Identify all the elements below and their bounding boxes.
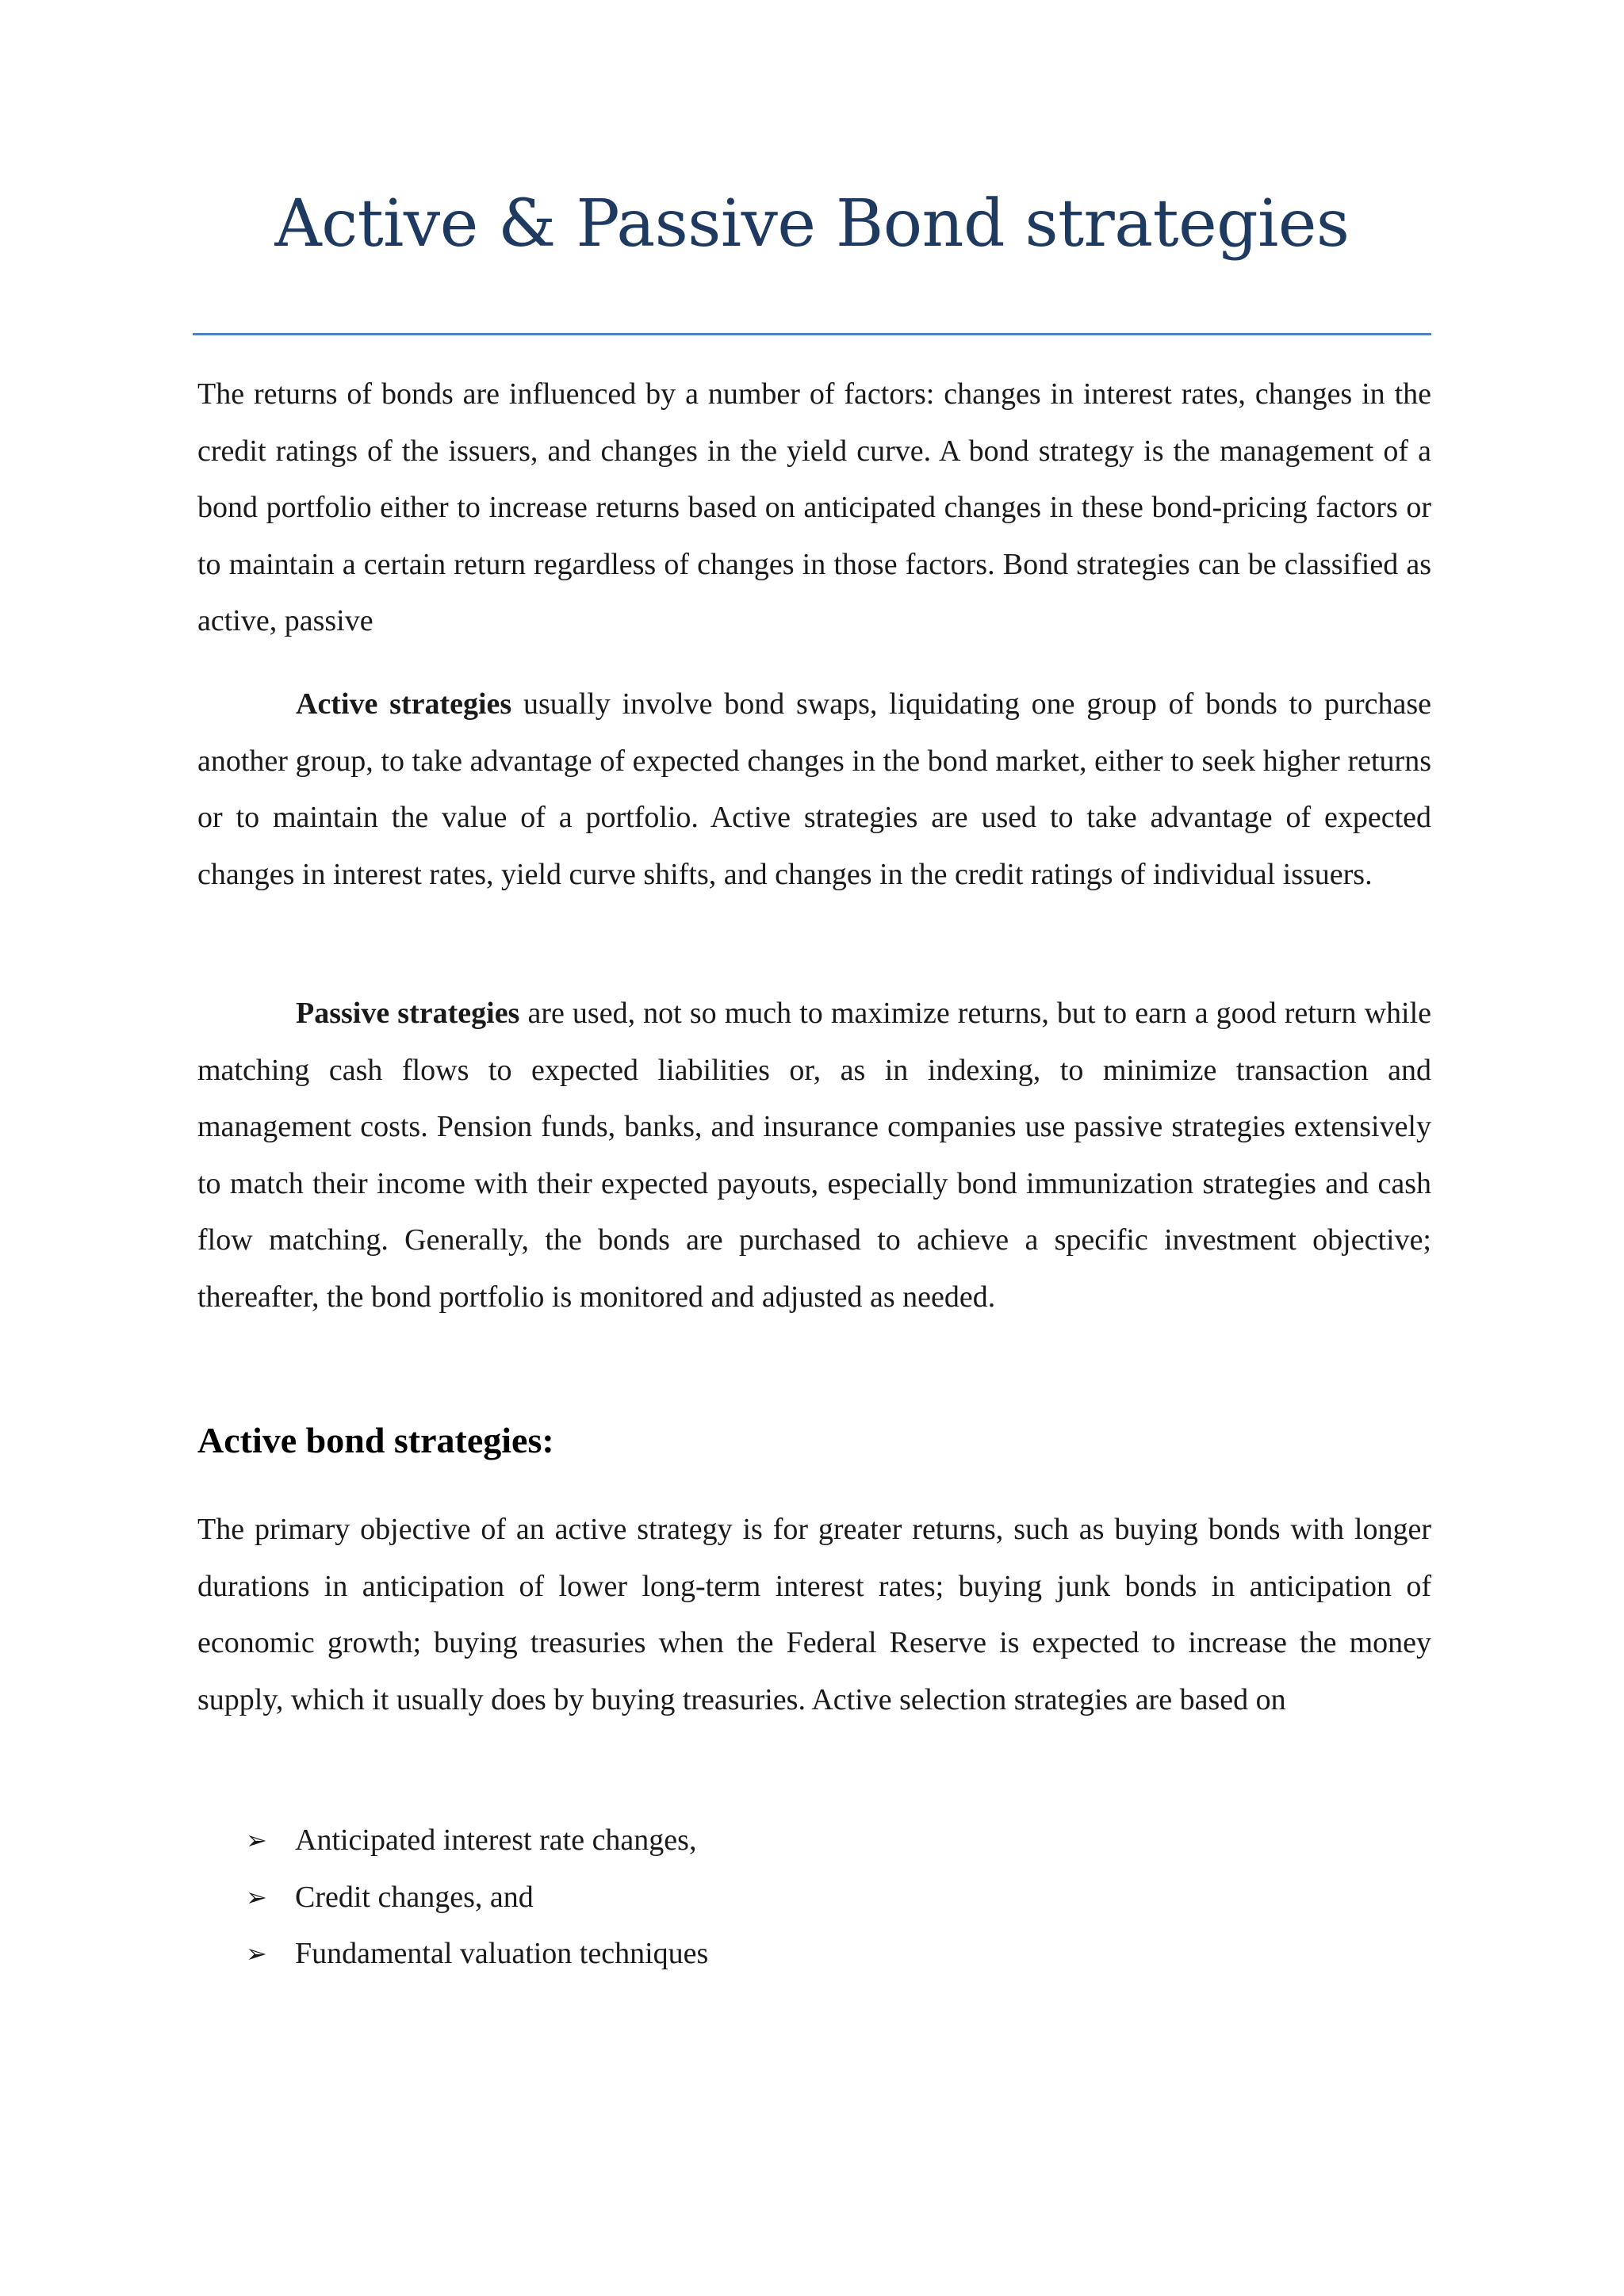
list-item — [246, 1926, 708, 1983]
arrowhead-bullet-icon: ➢ — [246, 1938, 267, 1969]
title-divider — [193, 333, 1431, 335]
strategy-bullet-list — [246, 1812, 708, 1983]
intro-paragraph: The returns of bonds are influenced by a number of factors: changes in interest rates, changes in the credit ratings of the issuers, and changes in the yield curve. A bond strategy is the management of a bond portfolio either to increase returns based on anticipated changes in these bond-pricing factors or to maintain a certain return regardless of changes in those factors. Bond strategies can be classified as active, passive — [197, 377, 1431, 637]
arrowhead-bullet-icon: ➢ — [246, 1881, 267, 1912]
passive-strategies-lead: Passive strategies — [296, 997, 520, 1030]
section-heading: Active bond strategies: — [197, 1420, 554, 1460]
section-paragraph: The primary objective of an active strategy is for greater returns, such as buying bonds with longer durations in anticipation of lower long-term interest rates; buying junk bonds in anticipation of economic growth; buying treasuries when the Federal Reserve is expected to increase the money supply, which it usually does by buying treasuries. Active selection strategies are based on — [197, 1513, 1431, 1716]
list-item — [246, 1812, 708, 1869]
active-strategies-text: usually involve bond swaps, liquidating one group of bonds to purchase another group, to take advantage of expected changes in the bond market, either to seek higher returns or to maintain the value of a portfolio. Active strategies are used to take advantage of expected changes in interest rates, yield curve shifts, and changes in the credit ratings of individual issuers. — [197, 687, 1431, 891]
page-title: Active & Passive Bond strategies — [274, 186, 1350, 262]
active-strategies-paragraph — [197, 676, 1431, 903]
list-item — [246, 1869, 708, 1927]
arrowhead-bullet-icon: ➢ — [246, 1825, 267, 1855]
list-item-text: Credit changes, and — [295, 1880, 534, 1914]
active-strategies-lead: Active strategies — [296, 687, 512, 721]
passive-strategies-paragraph — [197, 985, 1431, 1326]
list-item-text: Fundamental valuation techniques — [295, 1937, 709, 1970]
passive-strategies-text: are used, not so much to maximize returns, but to earn a good return while matching cash flows to expected liabilities or, as in indexing, to minimize transaction and management costs. Pension funds, banks, and insurance companies use passive strategies extensively to match their income with their expected payouts, especially bond immunization strategies and cash flow matching. Generally, the bonds are purchased to achieve a specific investment objective; thereafter, the bond portfolio is monitored and adjusted as needed. — [197, 997, 1431, 1314]
list-item-text: Anticipated interest rate changes, — [295, 1823, 697, 1857]
